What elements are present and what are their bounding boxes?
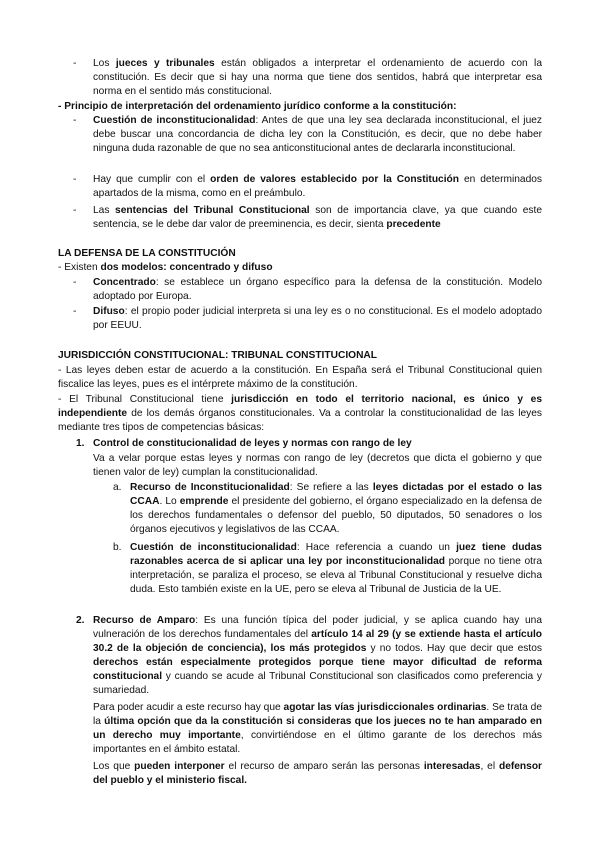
- bullet-dash: -: [73, 58, 77, 69]
- jueces-bullet: Los jueces y tribunales están obligados a interpretar el ordenamiento de acuerdo con la constitución. Es decir que si hay una norma que tiene dos sentidos, habrá que interpretar esa norma en el sentido más constitucional.: [93, 58, 542, 97]
- bullet-dash: -: [73, 277, 77, 288]
- modelos-intro: - Existen dos modelos: concentrado y difuso: [58, 262, 273, 273]
- item2-recurso-amparo: Recurso de Amparo: Es una función típica del poder judicial, y se aplica cuando hay una vulneración de los derechos fundamentales del artículo 14 al 29 (y se extiende hasta el artículo 30.2 de la objeción de conciencia), los más protegidos y no todos. Hay que decir que estos derechos están especialmente protegidos porque tiene mayor dificultad de reforma constitucional y cuando se acude al Tribunal Constitucional son clasificados como preferencia y sumariedad.: [93, 615, 543, 696]
- bullet-orden-valores: Hay que cumplir con el orden de valores establecido por la Constitución en determinados apartados de la misma, como en el preámbulo.: [93, 174, 542, 199]
- bullet-dash: -: [73, 115, 77, 126]
- bullet-concentrado: Concentrado: se establece un órgano específico para la defensa de la constitución. Modelo adoptado por Europa.: [93, 277, 542, 302]
- bullet-difuso: Difuso: el propio poder judicial interpreta si una ley es o no constitucional. Es el modelo adoptado por EEUU.: [93, 306, 542, 331]
- principio-line: - Principio de interpretación del ordenamiento jurídico conforme a la constitución:: [58, 101, 457, 112]
- bullet-dash: -: [73, 205, 77, 216]
- bullet-dash: -: [73, 174, 77, 185]
- paragraph-tribunal: - El Tribunal Constitucional tiene jurisdicción en todo el territorio nacional, es único y es independiente de los demás órganos constitucionales. Va a controlar la constitucionalidad de las leyes mediante tres tipos de competencias básicas:: [58, 394, 542, 433]
- item1-b-cuestion: Cuestión de inconstitucionalidad: Hace referencia a cuando un juez tiene dudas razonables acerca de si aplicar una ley por inconstitucionalidad porque no tiene otra interpretación, se paraliza el proceso, se eleva al Tribunal Constitucional y resuelve dicha duda. Esto también existe en la UE, pero se eleva al Tribunal de Justicia de la UE.: [130, 542, 542, 595]
- item1-a-recurso: Recurso de Inconstitucionalidad: Se refiere a las leyes dictadas por el estado o las CCAA. Lo emprende el presidente del gobierno, el órgano especializado en la defensa de los derechos fundamentales o defensor del pueblo, 50 diputados, 50 senadores o los órganos ejecutivos y legislativos de las CCAA.: [130, 482, 542, 535]
- list-letter-a: a.: [113, 482, 122, 493]
- bullet-sentencias: Las sentencias del Tribunal Constitucional son de importancia clave, ya que cuando este sentencia, se le debe dar valor de preeminencia, es decir, sienta precedente: [93, 205, 542, 230]
- bullet-cuestion: Cuestión de inconstitucionalidad: Antes de que una ley sea declarada inconstitucional, el juez debe buscar una concordancia de dicha ley con la Constitución, es decir, que no debe haber ninguna duda razonable de que no sea anticonstitucional antes de declararla inconstitucional.: [93, 115, 543, 154]
- item1-title: Control de constitucionalidad de leyes y normas con rango de ley: [93, 438, 412, 449]
- list-number-2: 2.: [76, 615, 85, 626]
- item2-interponer: Los que pueden interponer el recurso de amparo serán las personas interesadas, el defensor del pueblo y el ministerio fiscal.: [93, 761, 543, 786]
- list-number-1: 1.: [76, 438, 85, 449]
- heading-defensa: LA DEFENSA DE LA CONSTITUCIÓN: [58, 248, 236, 259]
- item2-agotar-vias: Para poder acudir a este recurso hay que agotar las vías jurisdiccionales ordinarias. Se trata de la última opción que da la constitución si consideras que los jueces no te han amparado en un derecho muy importante, convirtiéndose en el último garante de los derechos más importantes en el ámbito estatal.: [93, 702, 543, 755]
- bullet-dash: -: [73, 306, 77, 317]
- item1-body: Va a velar porque estas leyes y normas con rango de ley (decretos que dicta el gobierno y que tienen valor de ley) cumplan la constitucionalidad.: [93, 453, 542, 478]
- heading-jurisdiccion: JURISDICCIÓN CONSTITUCIONAL: TRIBUNAL CONSTITUCIONAL: [58, 350, 378, 361]
- paragraph-leyes: - Las leyes deben estar de acuerdo a la constitución. En España será el Tribunal Constitucional quien fiscalice las leyes, pues es el intérprete máximo de la constitución.: [58, 365, 542, 390]
- list-letter-b: b.: [113, 542, 122, 553]
